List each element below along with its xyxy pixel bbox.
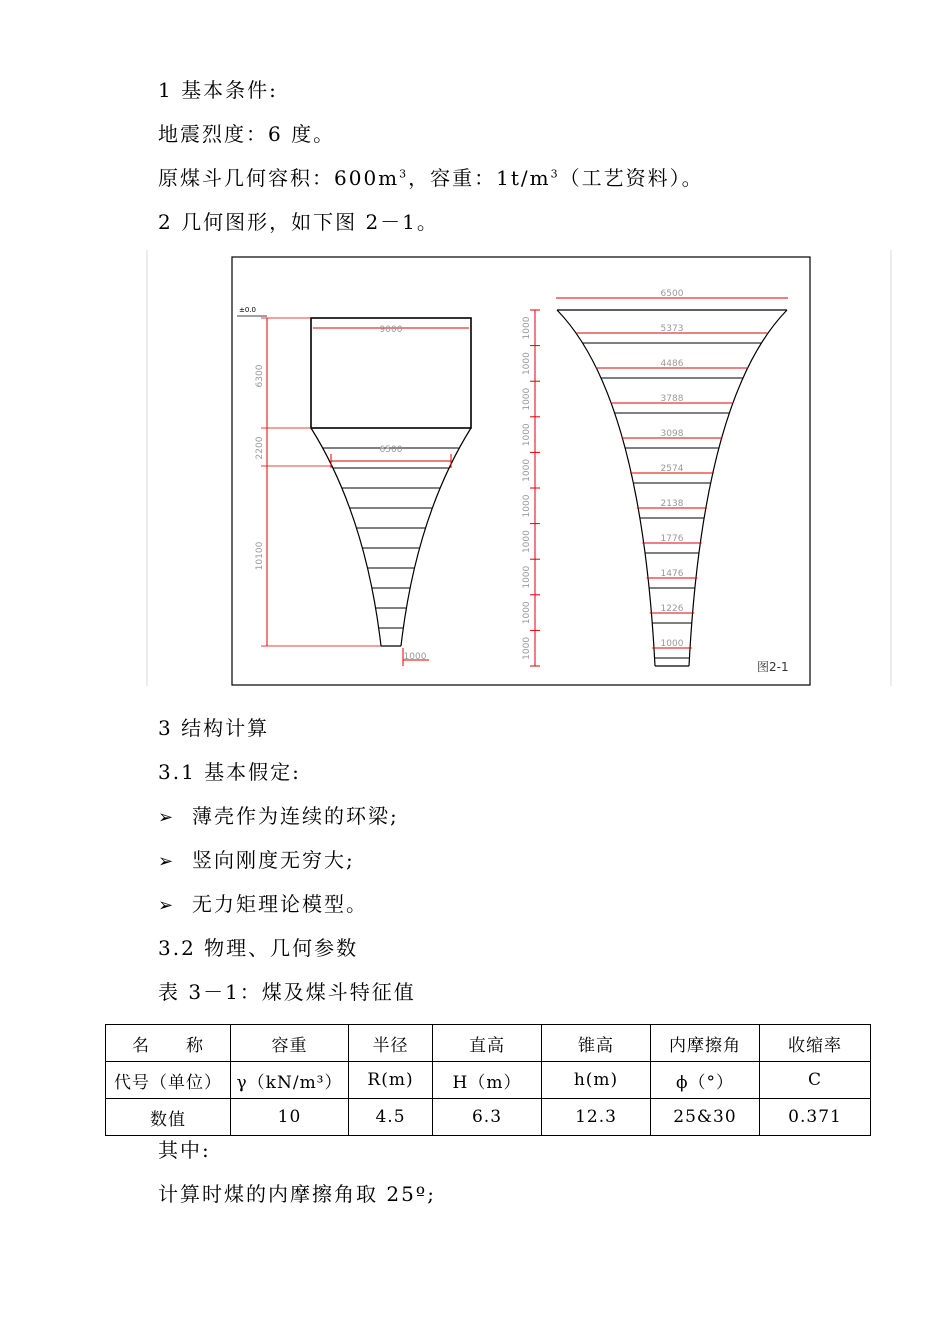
table-cell: 0.371 <box>760 1099 871 1136</box>
right-dim-label: 1226 <box>660 604 684 614</box>
section-3-2-heading: 3.2 物理、几何参数 <box>158 936 359 960</box>
step-label: 1000 <box>522 316 532 340</box>
volume-weight: ，容重：1t/m <box>408 166 551 190</box>
section-3-heading: 3 结构计算 <box>158 716 270 740</box>
step-label: 1000 <box>522 636 532 660</box>
right-dim-label: 5373 <box>660 324 684 334</box>
table-cell: 名 称 <box>106 1025 231 1062</box>
step-label: 1000 <box>522 387 532 411</box>
table-cell: 代号（单位） <box>106 1062 231 1099</box>
table-cell: 半径 <box>349 1025 433 1062</box>
step-label: 1000 <box>522 494 532 518</box>
dim-cone-top: 6500 <box>379 445 403 455</box>
table-cell: 锥高 <box>542 1025 651 1062</box>
table-cell: H（m） <box>433 1062 542 1099</box>
section-1-heading: 1 基本条件: <box>158 78 278 102</box>
arrow-bullet-icon: ➢ <box>158 851 176 872</box>
figure-label: 图2-1 <box>757 660 789 674</box>
table-row <box>106 1062 871 1099</box>
step-label: 1000 <box>522 565 532 589</box>
dim-bottom: 1000 <box>403 652 427 662</box>
step-label: 1000 <box>522 601 532 625</box>
bullet-item <box>158 800 399 829</box>
table-cell: 10 <box>231 1099 349 1136</box>
weight-sup: 3 <box>550 167 560 181</box>
right-dim-label: 1776 <box>660 534 684 544</box>
properties-table <box>105 1024 871 1136</box>
table-cell: h(m) <box>542 1062 651 1099</box>
bullet-text: 无力矩理论模型。 <box>192 892 368 916</box>
right-dim-label: 4486 <box>660 359 684 369</box>
right-dim-label: 1476 <box>660 569 684 579</box>
dim-h1: 6300 <box>255 364 265 388</box>
table-cell: 4.5 <box>349 1099 433 1136</box>
volume-sup: 3 <box>399 167 409 181</box>
arrow-bullet-icon: ➢ <box>158 807 176 828</box>
section-3-1-heading: 3.1 基本假定: <box>158 760 301 784</box>
dim-h2: 2200 <box>255 436 265 460</box>
table-cell: 6.3 <box>433 1099 542 1136</box>
table-cell: R(m) <box>349 1062 433 1099</box>
table-cell: γ（kN/m³） <box>231 1062 349 1099</box>
note-heading: 其中: <box>158 1138 211 1162</box>
bullet-item <box>158 844 355 873</box>
seismic-intensity-text: 地震烈度：6 度。 <box>158 122 336 146</box>
drawing-border <box>232 257 810 685</box>
note-text: 计算时煤的内摩擦角取 25º; <box>158 1182 436 1206</box>
volume-part: 原煤斗几何容积：600m <box>158 166 400 190</box>
step-label: 1000 <box>522 352 532 376</box>
right-dim-label: 2574 <box>660 464 684 474</box>
table-cell: 12.3 <box>542 1099 651 1136</box>
table-row <box>106 1025 871 1062</box>
right-dim-label: 3098 <box>660 429 684 439</box>
bullet-item <box>158 888 368 917</box>
dim-h3: 10100 <box>255 541 265 571</box>
table-cell: 直高 <box>433 1025 542 1062</box>
dim-top-width: 9000 <box>379 325 403 335</box>
hopper-drawing <box>231 256 811 686</box>
bullet-text: 薄壳作为连续的环梁; <box>192 804 399 828</box>
table-cell: ϕ（°） <box>651 1062 760 1099</box>
arrow-bullet-icon: ➢ <box>158 895 176 916</box>
step-label: 1000 <box>522 423 532 447</box>
bullet-text: 竖向刚度无穷大; <box>192 848 355 872</box>
table-cell: 内摩擦角 <box>651 1025 760 1062</box>
right-dim-label: 6500 <box>660 289 684 299</box>
right-dim-label: 1000 <box>660 639 684 649</box>
level-mark: ±0.0 <box>239 306 256 314</box>
table-cell: 25&30 <box>651 1099 760 1136</box>
table-row <box>106 1099 871 1136</box>
table-cell: 数值 <box>106 1099 231 1136</box>
table-cell: C <box>760 1062 871 1099</box>
table-caption: 表 3－1：煤及煤斗特征值 <box>158 980 416 1004</box>
table-cell: 容重 <box>231 1025 349 1062</box>
step-label: 1000 <box>522 458 532 482</box>
right-dim-label: 3788 <box>660 394 684 404</box>
table-cell: 收缩率 <box>760 1025 871 1062</box>
step-label: 1000 <box>522 530 532 554</box>
volume-text <box>158 162 704 191</box>
section-2-heading: 2 几何图形，如下图 2－1。 <box>158 210 439 234</box>
right-dim-label: 2138 <box>660 499 684 509</box>
volume-source: （工艺资料）。 <box>559 166 704 190</box>
